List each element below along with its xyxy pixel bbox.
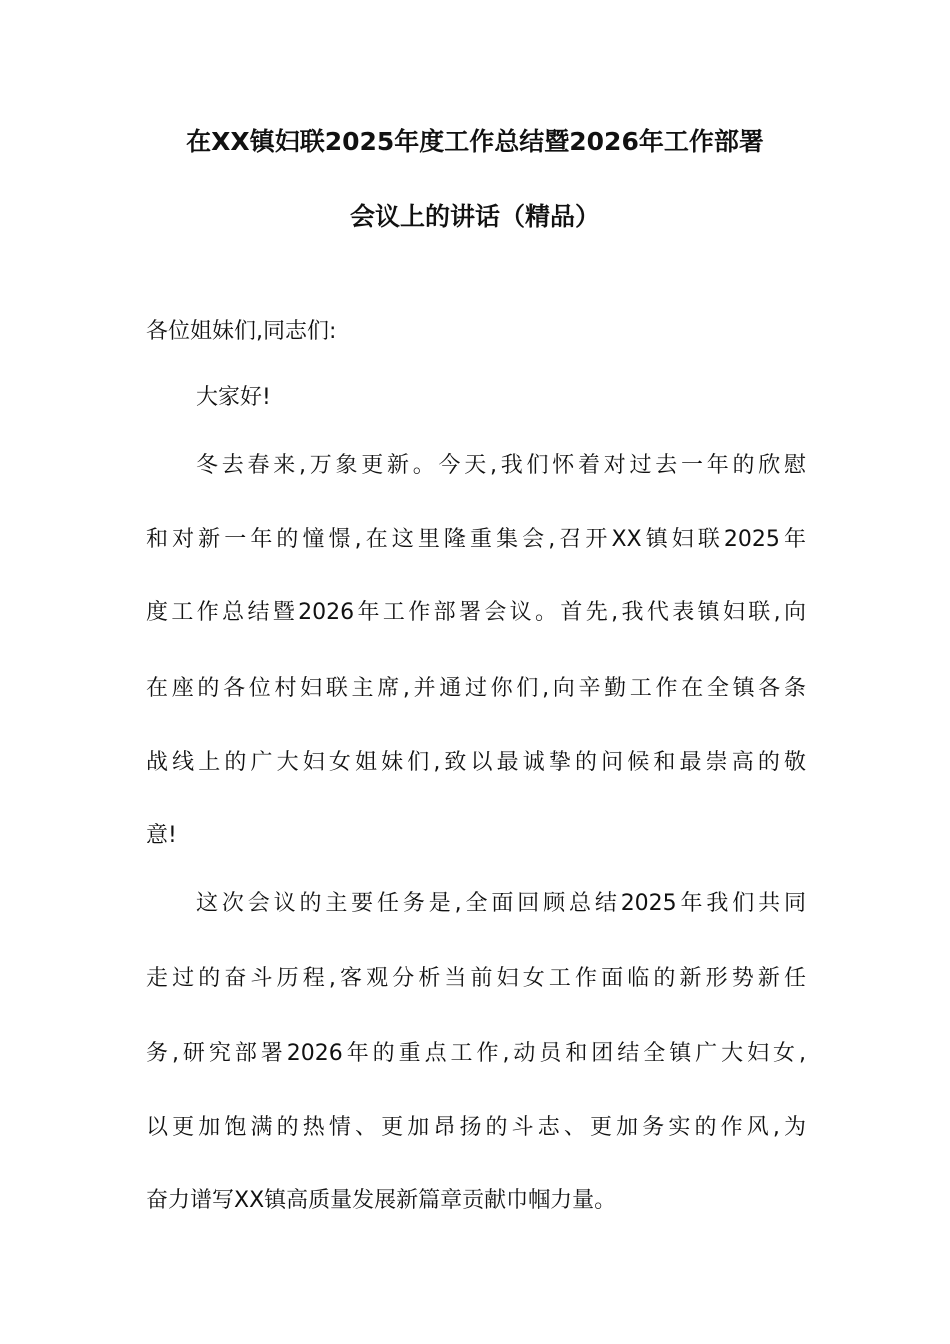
paragraph-line: 冬去春来,万象更新。今天,我们怀着对过去一年的欣慰: [196, 453, 806, 478]
title-line-1: 在XX镇妇联2025年度工作总结暨2026年工作部署: [186, 127, 764, 156]
title-line-2: 会议上的讲话（精品）: [349, 202, 600, 231]
paragraph-line: 意!: [146, 823, 177, 848]
paragraph-line: 战线上的广大妇女姐妹们,致以最诚挚的问候和最崇高的敬: [146, 750, 806, 775]
paragraph-line: 这次会议的主要任务是,全面回顾总结2025年我们共同: [196, 891, 806, 916]
paragraph-line: 以更加饱满的热情、更加昂扬的斗志、更加务实的作风,为: [146, 1115, 806, 1140]
paragraph-line: 走过的奋斗历程,客观分析当前妇女工作面临的新形势新任: [146, 966, 806, 991]
paragraph-line: 奋力谱写XX镇高质量发展新篇章贡献巾帼力量。: [146, 1188, 617, 1213]
salutation: 各位姐妹们,同志们:: [146, 319, 337, 344]
paragraph-line: 在座的各位村妇联主席,并通过你们,向辛勤工作在全镇各条: [146, 676, 806, 701]
paragraph-line: 度工作总结暨2026年工作部署会议。首先,我代表镇妇联,向: [146, 600, 806, 625]
paragraph-line: 务,研究部署2026年的重点工作,动员和团结全镇广大妇女,: [146, 1041, 806, 1066]
greeting: 大家好!: [196, 385, 271, 410]
paragraph-line: 和对新一年的憧憬,在这里隆重集会,召开XX镇妇联2025年: [146, 527, 806, 552]
